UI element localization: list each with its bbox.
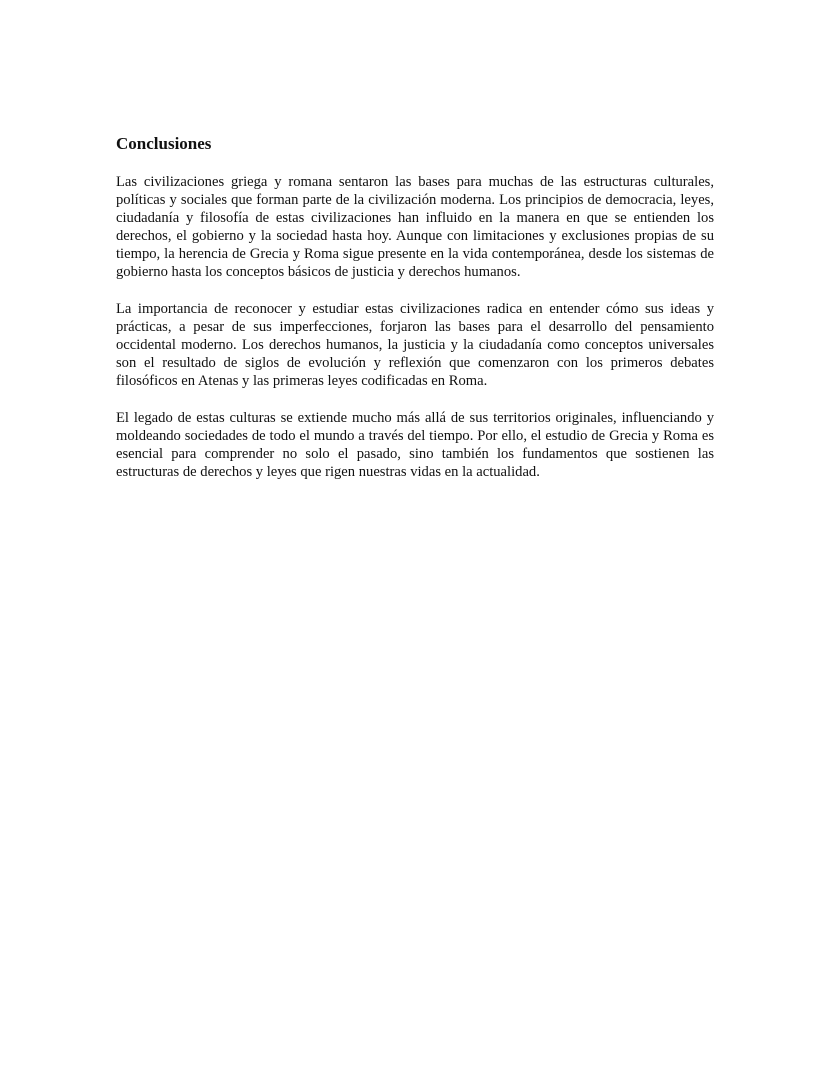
section-heading: Conclusiones — [116, 134, 212, 153]
paragraph-1: Las civilizaciones griega y romana sentaron las bases para muchas de las estructuras culturales, políticas y sociales que forman parte de la civilización moderna. Los principios de democracia, leyes, ciudadanía y filosofía de estas civilizaciones han influido en la manera en que se entienden los derechos, el gobierno y la sociedad hasta hoy. Aunque con limitaciones y exclusiones propias de su tiempo, la herencia de Grecia y Roma sigue presente en la vida contemporánea, desde los sistemas de gobierno hasta los conceptos básicos de justicia y derechos humanos. — [116, 174, 714, 281]
document-body — [116, 134, 714, 500]
paragraph-2: La importancia de reconocer y estudiar estas civilizaciones radica en entender cómo sus ideas y prácticas, a pesar de sus imperfecciones, forjaron las bases para el desarrollo del pensamiento occidental moderno. Los derechos humanos, la justicia y la ciudadanía como conceptos universales son el resultado de siglos de evolución y reflexión que comenzaron con los primeros debates filosóficos en Atenas y las primeras leyes codificadas en Roma. — [116, 301, 714, 390]
paragraph-3: El legado de estas culturas se extiende mucho más allá de sus territorios originales, influenciando y moldeando sociedades de todo el mundo a través del tiempo. Por ello, el estudio de Grecia y Roma es esencial para comprender no solo el pasado, sino también los fundamentos que sostienen las estructuras de derechos y leyes que rigen nuestras vidas en la actualidad. — [116, 410, 714, 481]
